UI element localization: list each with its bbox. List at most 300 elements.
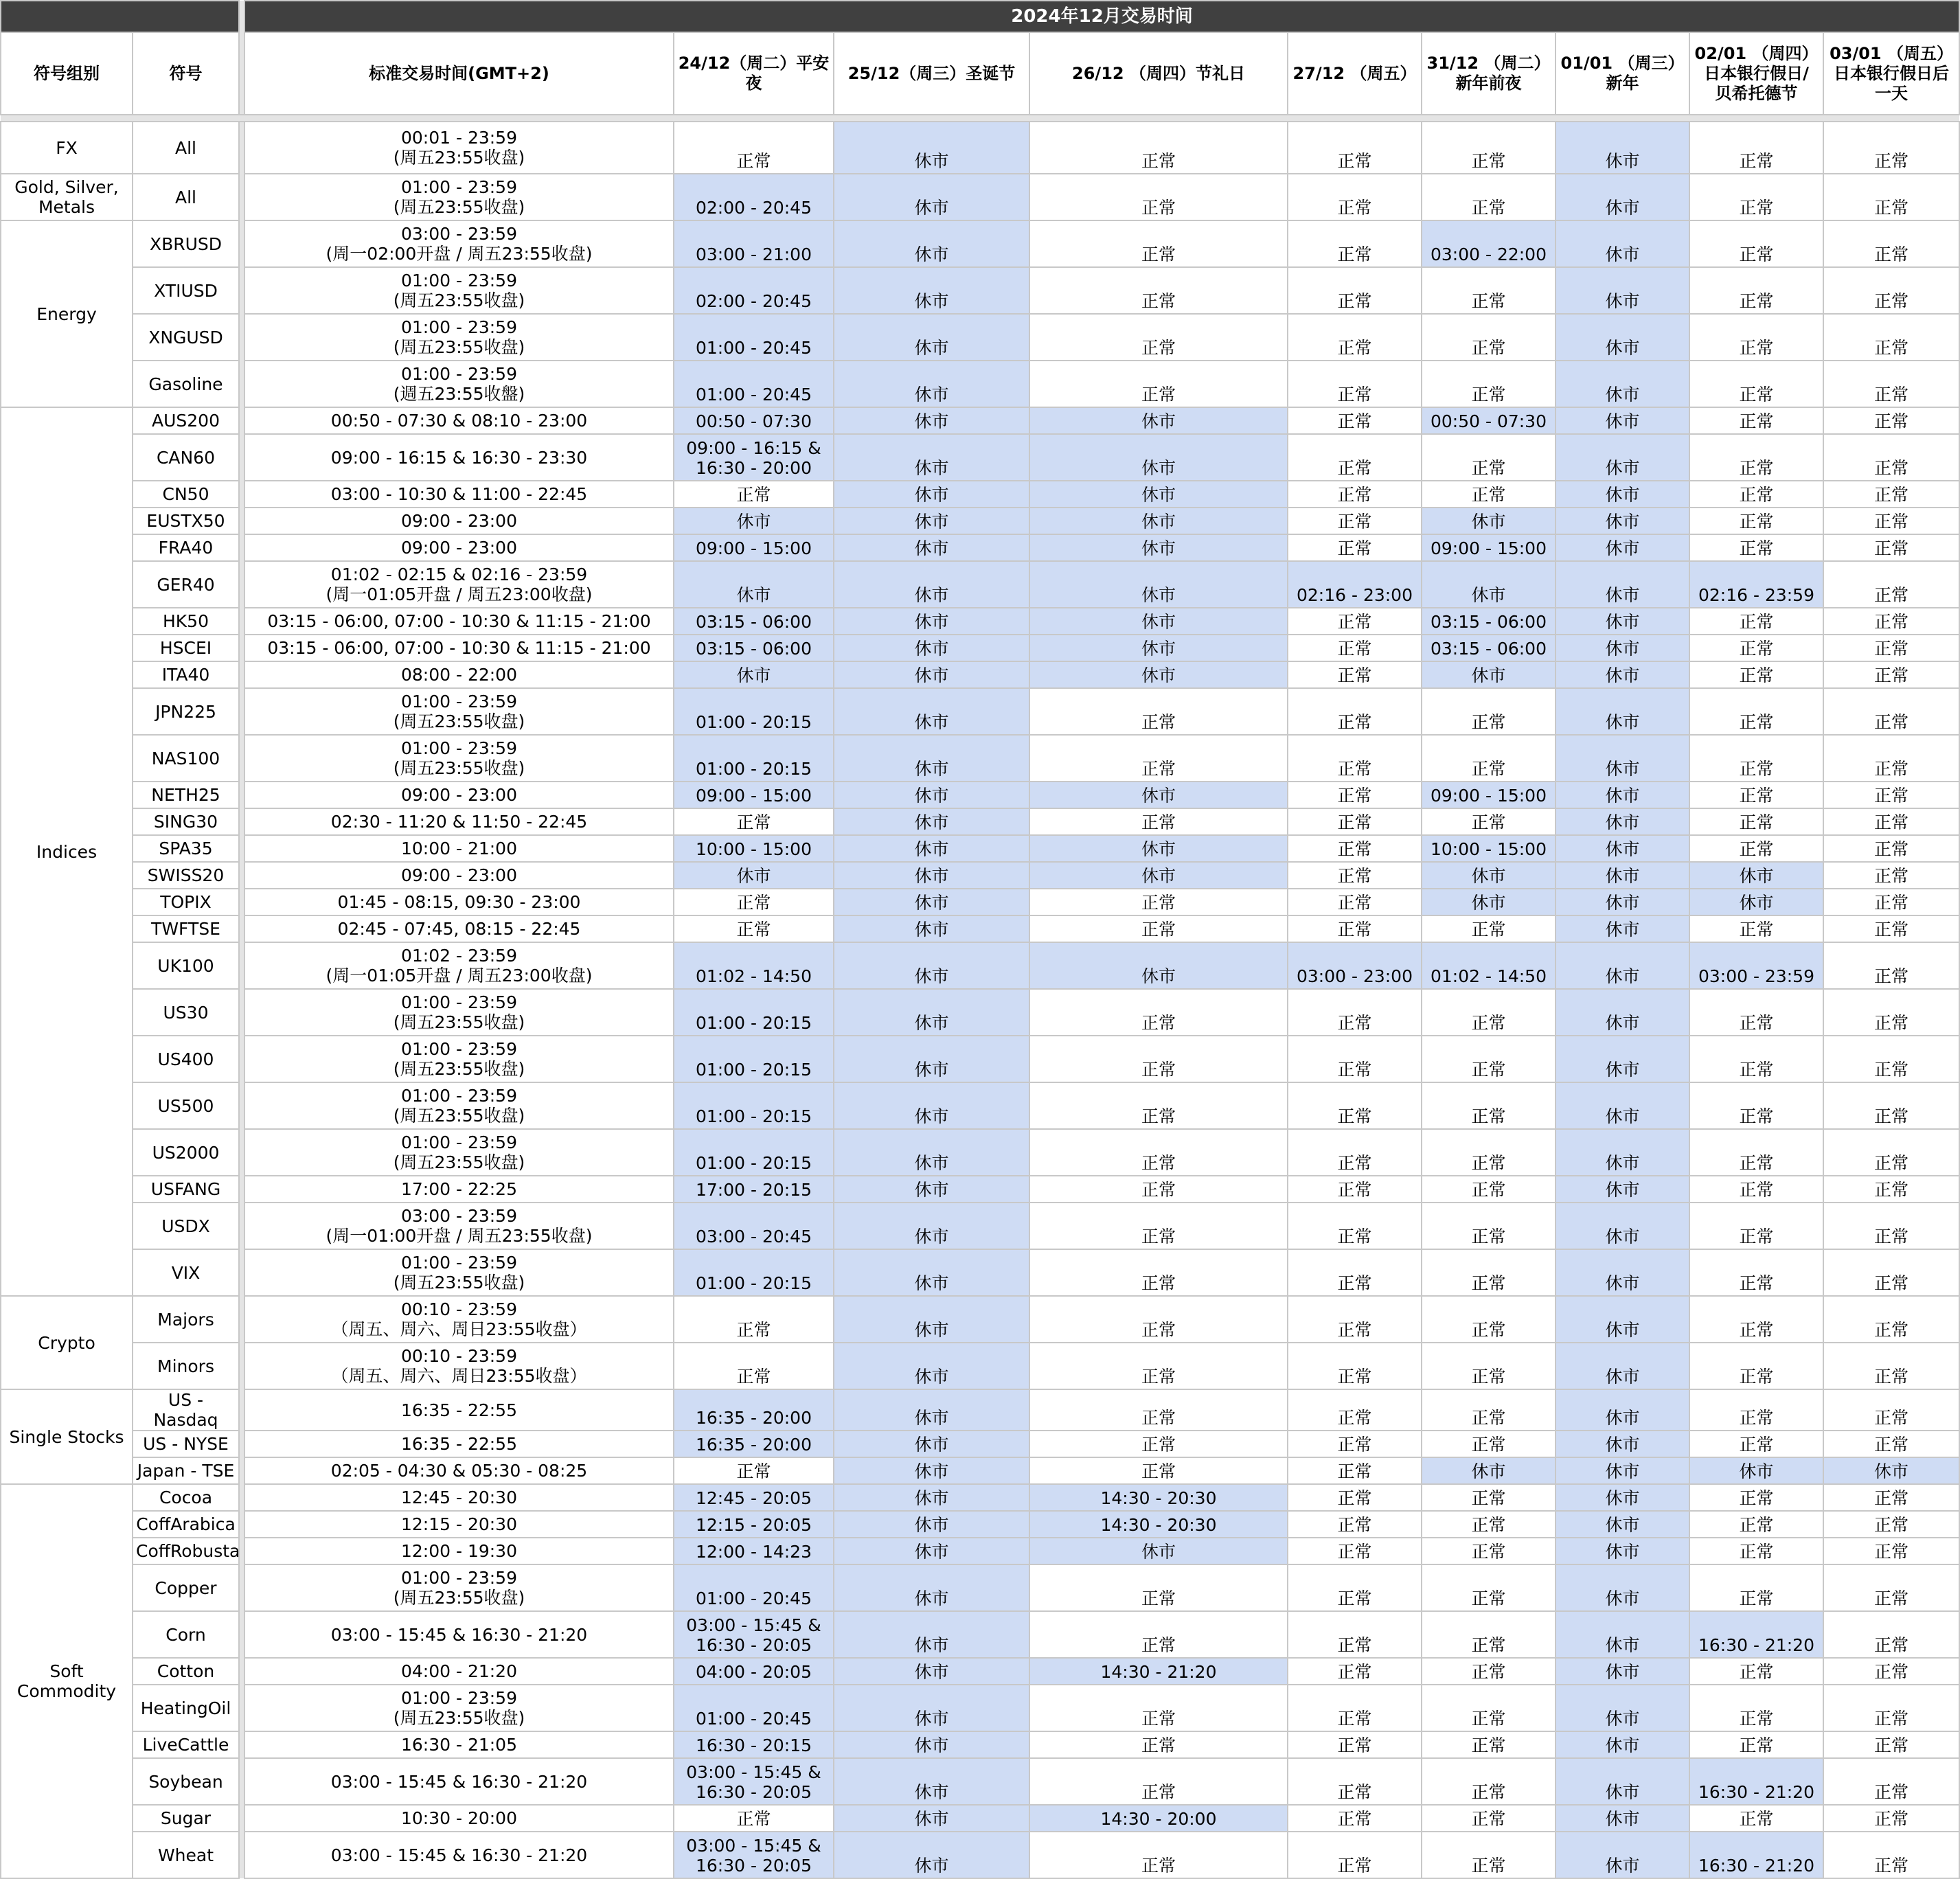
session-cell: 休市 xyxy=(1556,561,1689,608)
session-cell: 休市 xyxy=(1029,1538,1288,1564)
session-cell: 正常 xyxy=(1823,267,1959,314)
session-cell: 休市 xyxy=(1556,915,1689,942)
session-cell: 正常 xyxy=(1422,361,1556,407)
session-cell: 休市 xyxy=(1556,635,1689,661)
column-gap xyxy=(239,1832,244,1878)
session-cell: 正常 xyxy=(1823,1832,1959,1878)
session-cell: 正常 xyxy=(1422,915,1556,942)
session-cell: 03:00 - 23:00 xyxy=(1288,942,1422,989)
session-cell: 正常 xyxy=(1823,1564,1959,1611)
session-cell: 休市 xyxy=(1556,1758,1689,1805)
session-cell: 休市 xyxy=(1556,835,1689,862)
session-cell: 正常 xyxy=(1823,220,1959,267)
session-cell: 正常 xyxy=(1288,1036,1422,1082)
session-cell: 正常 xyxy=(1288,1176,1422,1203)
session-cell: 正常 xyxy=(1689,1176,1823,1203)
session-cell: 正常 xyxy=(1029,1758,1288,1805)
session-cell: 休市 xyxy=(1556,989,1689,1036)
session-cell: 正常 xyxy=(1029,889,1288,915)
table-row xyxy=(1,688,1959,735)
session-cell: 正常 xyxy=(1288,808,1422,835)
session-cell: 休市 xyxy=(1556,942,1689,989)
session-cell: 正常 xyxy=(1823,1389,1959,1431)
session-cell: 正常 xyxy=(1422,1564,1556,1611)
column-gap xyxy=(239,220,244,267)
table-row xyxy=(1,1758,1959,1805)
table-row xyxy=(1,1389,1959,1431)
standard-hours-cell: 01:02 - 02:15 & 02:16 - 23:59 (周一01:05开盘 / 周五23:00收盘) xyxy=(244,561,674,608)
session-cell: 正常 xyxy=(1823,989,1959,1036)
session-cell: 休市 xyxy=(1556,534,1689,561)
symbol-cell: NETH25 xyxy=(133,782,239,808)
column-gap xyxy=(239,635,244,661)
session-cell: 休市 xyxy=(834,1431,1029,1457)
session-cell: 正常 xyxy=(1823,915,1959,942)
session-cell: 正常 xyxy=(1823,481,1959,508)
session-cell: 正常 xyxy=(1288,989,1422,1036)
table-row xyxy=(1,508,1959,534)
session-cell: 正常 xyxy=(1288,1484,1422,1511)
session-cell: 09:00 - 15:00 xyxy=(674,534,834,561)
session-cell: 01:00 - 20:15 xyxy=(674,989,834,1036)
session-cell: 02:16 - 23:00 xyxy=(1288,561,1422,608)
table-row xyxy=(1,889,1959,915)
session-cell: 01:02 - 14:50 xyxy=(674,942,834,989)
session-cell: 休市 xyxy=(834,688,1029,735)
session-cell: 休市 xyxy=(834,361,1029,407)
column-gap xyxy=(239,1564,244,1611)
session-cell: 休市 xyxy=(1556,1343,1689,1389)
table-row xyxy=(1,915,1959,942)
standard-hours-cell: 16:35 - 22:55 xyxy=(244,1389,674,1431)
session-cell: 12:45 - 20:05 xyxy=(674,1484,834,1511)
session-cell: 休市 xyxy=(1556,688,1689,735)
session-cell: 休市 xyxy=(1029,608,1288,635)
session-cell: 休市 xyxy=(834,808,1029,835)
table-row xyxy=(1,1731,1959,1758)
session-cell: 休市 xyxy=(834,508,1029,534)
column-gap xyxy=(239,1389,244,1431)
session-cell: 03:15 - 06:00 xyxy=(1422,608,1556,635)
session-cell: 正常 xyxy=(1689,407,1823,434)
session-cell: 正常 xyxy=(1823,1658,1959,1685)
column-gap xyxy=(239,862,244,889)
session-cell: 休市 xyxy=(1556,782,1689,808)
session-cell: 正常 xyxy=(674,1457,834,1484)
symbol-cell: Minors xyxy=(133,1343,239,1389)
session-cell: 正常 xyxy=(1823,608,1959,635)
session-cell: 正常 xyxy=(1823,1805,1959,1832)
header-symbol: 符号 xyxy=(133,32,239,115)
session-cell: 正常 xyxy=(1029,1389,1288,1431)
table-row xyxy=(1,1805,1959,1832)
session-cell: 正常 xyxy=(1823,835,1959,862)
session-cell: 正常 xyxy=(1422,1658,1556,1685)
session-cell: 休市 xyxy=(1556,1129,1689,1176)
symbol-cell: Soybean xyxy=(133,1758,239,1805)
symbol-cell: US2000 xyxy=(133,1129,239,1176)
session-cell: 休市 xyxy=(1556,1511,1689,1538)
session-cell: 正常 xyxy=(674,122,834,174)
session-cell: 正常 xyxy=(1823,661,1959,688)
session-cell: 正常 xyxy=(1422,1484,1556,1511)
table-row xyxy=(1,735,1959,782)
session-cell: 休市 xyxy=(834,174,1029,220)
session-cell: 正常 xyxy=(1689,361,1823,407)
session-cell: 01:00 - 20:15 xyxy=(674,1249,834,1296)
session-cell: 休市 xyxy=(1422,561,1556,608)
session-cell: 正常 xyxy=(1823,1511,1959,1538)
standard-hours-cell: 00:50 - 07:30 & 08:10 - 23:00 xyxy=(244,407,674,434)
session-cell: 休市 xyxy=(834,1343,1029,1389)
session-cell: 休市 xyxy=(834,314,1029,361)
session-cell: 休市 xyxy=(1029,534,1288,561)
session-cell: 正常 xyxy=(1422,1296,1556,1343)
column-gap xyxy=(239,1805,244,1832)
standard-hours-cell: 16:30 - 21:05 xyxy=(244,1731,674,1758)
session-cell: 休市 xyxy=(834,608,1029,635)
symbol-cell: CN50 xyxy=(133,481,239,508)
table-row xyxy=(1,1296,1959,1343)
standard-hours-cell: 00:10 - 23:59 （周五、周六、周日23:55收盘） xyxy=(244,1343,674,1389)
session-cell: 正常 xyxy=(1029,1343,1288,1389)
session-cell: 正常 xyxy=(1029,1564,1288,1611)
session-cell: 03:00 - 23:59 xyxy=(1689,942,1823,989)
symbol-cell: LiveCattle xyxy=(133,1731,239,1758)
column-gap xyxy=(239,1129,244,1176)
session-cell: 14:30 - 20:30 xyxy=(1029,1511,1288,1538)
session-cell: 正常 xyxy=(1029,1731,1288,1758)
session-cell: 休市 xyxy=(674,661,834,688)
session-cell: 正常 xyxy=(1029,1129,1288,1176)
symbol-cell: Japan - TSE xyxy=(133,1457,239,1484)
symbol-cell: FRA40 xyxy=(133,534,239,561)
symbol-cell: TOPIX xyxy=(133,889,239,915)
session-cell: 正常 xyxy=(1288,1832,1422,1878)
header-row xyxy=(1,32,1959,115)
session-cell: 正常 xyxy=(1288,1343,1422,1389)
session-cell: 01:00 - 20:45 xyxy=(674,361,834,407)
session-cell: 休市 xyxy=(1029,407,1288,434)
table-row xyxy=(1,782,1959,808)
session-cell: 正常 xyxy=(1288,635,1422,661)
session-cell: 正常 xyxy=(1823,1758,1959,1805)
header-standard-hours: 标准交易时间(GMT+2) xyxy=(244,32,674,115)
table-row xyxy=(1,174,1959,220)
session-cell: 正常 xyxy=(1029,688,1288,735)
session-cell: 正常 xyxy=(1823,1129,1959,1176)
column-gap xyxy=(239,1082,244,1129)
standard-hours-cell: 03:00 - 10:30 & 11:00 - 22:45 xyxy=(244,481,674,508)
symbol-cell: NAS100 xyxy=(133,735,239,782)
session-cell: 正常 xyxy=(1689,1203,1823,1249)
session-cell: 正常 xyxy=(1689,1343,1823,1389)
symbol-cell: US30 xyxy=(133,989,239,1036)
session-cell: 正常 xyxy=(1422,1203,1556,1249)
session-cell: 休市 xyxy=(1556,434,1689,481)
group-cell: Gold, Silver, Metals xyxy=(1,174,133,220)
table-row xyxy=(1,635,1959,661)
session-cell: 正常 xyxy=(1689,782,1823,808)
session-cell: 休市 xyxy=(674,508,834,534)
table-row xyxy=(1,1457,1959,1484)
session-cell: 正常 xyxy=(1823,1203,1959,1249)
session-cell: 休市 xyxy=(1029,508,1288,534)
standard-hours-cell: 03:00 - 15:45 & 16:30 - 21:20 xyxy=(244,1611,674,1658)
session-cell: 正常 xyxy=(1689,220,1823,267)
table-row xyxy=(1,1203,1959,1249)
session-cell: 正常 xyxy=(1689,688,1823,735)
group-cell: Soft Commodity xyxy=(1,1484,133,1878)
session-cell: 休市 xyxy=(1556,1484,1689,1511)
session-cell: 休市 xyxy=(1422,661,1556,688)
table-row xyxy=(1,1611,1959,1658)
session-cell: 正常 xyxy=(1288,534,1422,561)
symbol-cell: XNGUSD xyxy=(133,314,239,361)
session-cell: 正常 xyxy=(1823,889,1959,915)
session-cell: 正常 xyxy=(1288,782,1422,808)
column-gap xyxy=(239,1296,244,1343)
session-cell: 正常 xyxy=(1689,1082,1823,1129)
session-cell: 正常 xyxy=(1288,481,1422,508)
table-row xyxy=(1,1129,1959,1176)
session-cell: 14:30 - 20:30 xyxy=(1029,1484,1288,1511)
session-cell: 正常 xyxy=(1689,635,1823,661)
session-cell: 正常 xyxy=(1422,122,1556,174)
column-gap xyxy=(239,1484,244,1511)
session-cell: 01:00 - 20:15 xyxy=(674,1129,834,1176)
session-cell: 正常 xyxy=(1029,1036,1288,1082)
session-cell: 正常 xyxy=(1823,1082,1959,1129)
session-cell: 正常 xyxy=(1422,434,1556,481)
column-gap xyxy=(239,1658,244,1685)
session-cell: 正常 xyxy=(674,808,834,835)
session-cell: 休市 xyxy=(834,1082,1029,1129)
session-cell: 正常 xyxy=(1689,481,1823,508)
session-cell: 正常 xyxy=(1422,1129,1556,1176)
group-cell: Energy xyxy=(1,220,133,407)
session-cell: 正常 xyxy=(1029,122,1288,174)
session-cell: 正常 xyxy=(1288,1731,1422,1758)
session-cell: 01:00 - 20:45 xyxy=(674,1685,834,1731)
standard-hours-cell: 17:00 - 22:25 xyxy=(244,1176,674,1203)
standard-hours-cell: 01:00 - 23:59 (周五23:55收盘) xyxy=(244,735,674,782)
session-cell: 01:00 - 20:45 xyxy=(674,1564,834,1611)
session-cell: 休市 xyxy=(1556,1249,1689,1296)
standard-hours-cell: 01:00 - 23:59 (周五23:55收盘) xyxy=(244,1564,674,1611)
session-cell: 休市 xyxy=(834,122,1029,174)
session-cell: 休市 xyxy=(1029,782,1288,808)
column-gap xyxy=(239,32,244,115)
session-cell: 正常 xyxy=(1689,661,1823,688)
session-cell: 正常 xyxy=(1288,1431,1422,1457)
session-cell: 02:16 - 23:59 xyxy=(1689,561,1823,608)
session-cell: 正常 xyxy=(1029,1611,1288,1658)
session-cell: 正常 xyxy=(1288,1685,1422,1731)
table-row xyxy=(1,1685,1959,1731)
session-cell: 休市 xyxy=(1029,835,1288,862)
standard-hours-cell: 09:00 - 16:15 & 16:30 - 23:30 xyxy=(244,434,674,481)
column-gap xyxy=(239,808,244,835)
session-cell: 正常 xyxy=(1689,1731,1823,1758)
session-cell: 03:15 - 06:00 xyxy=(674,635,834,661)
session-cell: 休市 xyxy=(1556,407,1689,434)
session-cell: 正常 xyxy=(674,1343,834,1389)
session-cell: 01:00 - 20:15 xyxy=(674,1082,834,1129)
session-cell: 休市 xyxy=(834,1805,1029,1832)
session-cell: 正常 xyxy=(1823,1538,1959,1564)
column-gap xyxy=(239,561,244,608)
symbol-cell: HeatingOil xyxy=(133,1685,239,1731)
session-cell: 03:15 - 06:00 xyxy=(1422,635,1556,661)
column-gap xyxy=(239,688,244,735)
table-row xyxy=(1,1036,1959,1082)
session-cell: 正常 xyxy=(1823,1249,1959,1296)
session-cell: 休市 xyxy=(1556,1658,1689,1685)
session-cell: 正常 xyxy=(1689,1805,1823,1832)
session-cell: 正常 xyxy=(1288,314,1422,361)
session-cell: 正常 xyxy=(1029,915,1288,942)
session-cell: 休市 xyxy=(834,1176,1029,1203)
session-cell: 正常 xyxy=(1823,1431,1959,1457)
session-cell: 休市 xyxy=(1556,220,1689,267)
session-cell: 休市 xyxy=(834,1564,1029,1611)
standard-hours-cell: 09:00 - 23:00 xyxy=(244,508,674,534)
session-cell: 正常 xyxy=(1823,1036,1959,1082)
session-cell: 正常 xyxy=(1422,808,1556,835)
header-date: 26/12 （周四）节礼日 xyxy=(1029,32,1288,115)
table-row xyxy=(1,608,1959,635)
session-cell: 正常 xyxy=(1823,174,1959,220)
session-cell: 正常 xyxy=(1823,122,1959,174)
column-gap xyxy=(239,1176,244,1203)
session-cell: 01:00 - 20:45 xyxy=(674,314,834,361)
session-cell: 休市 xyxy=(1029,862,1288,889)
session-cell: 正常 xyxy=(1689,808,1823,835)
symbol-cell: Sugar xyxy=(133,1805,239,1832)
standard-hours-cell: 08:00 - 22:00 xyxy=(244,661,674,688)
column-gap xyxy=(239,1,244,32)
session-cell: 16:30 - 20:15 xyxy=(674,1731,834,1758)
session-cell: 休市 xyxy=(834,1832,1029,1878)
header-date: 31/12 （周二） 新年前夜 xyxy=(1422,32,1556,115)
session-cell: 03:00 - 22:00 xyxy=(1422,220,1556,267)
session-cell: 正常 xyxy=(1288,1249,1422,1296)
session-cell: 休市 xyxy=(834,1611,1029,1658)
session-cell: 休市 xyxy=(1556,267,1689,314)
table-row xyxy=(1,862,1959,889)
standard-hours-cell: 01:00 - 23:59 (周五23:55收盘) xyxy=(244,1082,674,1129)
standard-hours-cell: 02:05 - 04:30 & 05:30 - 08:25 xyxy=(244,1457,674,1484)
session-cell: 02:00 - 20:45 xyxy=(674,174,834,220)
session-cell: 正常 xyxy=(1689,314,1823,361)
session-cell: 正常 xyxy=(1823,1685,1959,1731)
session-cell: 正常 xyxy=(1288,915,1422,942)
session-cell: 休市 xyxy=(1422,1457,1556,1484)
table-row xyxy=(1,561,1959,608)
symbol-cell: HK50 xyxy=(133,608,239,635)
session-cell: 休市 xyxy=(1556,661,1689,688)
session-cell: 休市 xyxy=(1556,1564,1689,1611)
session-cell: 16:30 - 21:20 xyxy=(1689,1758,1823,1805)
session-cell: 休市 xyxy=(834,889,1029,915)
header-date: 25/12（周三）圣诞节 xyxy=(834,32,1029,115)
session-cell: 正常 xyxy=(1288,267,1422,314)
symbol-cell: JPN225 xyxy=(133,688,239,735)
session-cell: 正常 xyxy=(1689,1036,1823,1082)
session-cell: 休市 xyxy=(1689,889,1823,915)
standard-hours-cell: 01:00 - 23:59 (周五23:55收盘) xyxy=(244,1249,674,1296)
column-gap xyxy=(239,434,244,481)
symbol-cell: SING30 xyxy=(133,808,239,835)
standard-hours-cell: 01:00 - 23:59 (周五23:55收盘) xyxy=(244,1036,674,1082)
symbol-cell: ITA40 xyxy=(133,661,239,688)
session-cell: 正常 xyxy=(1029,267,1288,314)
session-cell: 正常 xyxy=(1288,835,1422,862)
symbol-cell: TWFTSE xyxy=(133,915,239,942)
session-cell: 正常 xyxy=(1288,1296,1422,1343)
session-cell: 正常 xyxy=(1029,361,1288,407)
session-cell: 正常 xyxy=(1288,508,1422,534)
column-gap xyxy=(239,735,244,782)
session-cell: 正常 xyxy=(1029,735,1288,782)
session-cell: 正常 xyxy=(1288,1564,1422,1611)
session-cell: 休市 xyxy=(1556,1036,1689,1082)
column-gap xyxy=(239,508,244,534)
session-cell: 正常 xyxy=(1823,407,1959,434)
symbol-cell: VIX xyxy=(133,1249,239,1296)
symbol-cell: USFANG xyxy=(133,1176,239,1203)
symbol-cell: US500 xyxy=(133,1082,239,1129)
session-cell: 正常 xyxy=(1422,735,1556,782)
session-cell: 休市 xyxy=(1556,1805,1689,1832)
session-cell: 休市 xyxy=(834,635,1029,661)
session-cell: 休市 xyxy=(1556,1832,1689,1878)
session-cell: 正常 xyxy=(1689,989,1823,1036)
session-cell: 正常 xyxy=(1689,267,1823,314)
session-cell: 12:15 - 20:05 xyxy=(674,1511,834,1538)
table-row xyxy=(1,534,1959,561)
table-row xyxy=(1,314,1959,361)
session-cell: 正常 xyxy=(1689,1685,1823,1731)
group-cell: Crypto xyxy=(1,1296,133,1389)
symbol-cell: Gasoline xyxy=(133,361,239,407)
standard-hours-cell: 10:30 - 20:00 xyxy=(244,1805,674,1832)
session-cell: 09:00 - 15:00 xyxy=(1422,534,1556,561)
symbol-cell: XBRUSD xyxy=(133,220,239,267)
session-cell: 正常 xyxy=(1422,688,1556,735)
session-cell: 正常 xyxy=(1288,174,1422,220)
table-row xyxy=(1,407,1959,434)
standard-hours-cell: 12:45 - 20:30 xyxy=(244,1484,674,1511)
session-cell: 正常 xyxy=(1689,915,1823,942)
session-cell: 03:00 - 21:00 xyxy=(674,220,834,267)
header-date: 02/01 （周四） 日本银行假日/ 贝希托德节 xyxy=(1689,32,1823,115)
standard-hours-cell: 00:01 - 23:59 (周五23:55收盘) xyxy=(244,122,674,174)
column-gap xyxy=(239,267,244,314)
session-cell: 正常 xyxy=(1422,1685,1556,1731)
session-cell: 09:00 - 15:00 xyxy=(1422,782,1556,808)
column-gap xyxy=(239,942,244,989)
session-cell: 正常 xyxy=(1689,122,1823,174)
session-cell: 休市 xyxy=(1556,1082,1689,1129)
standard-hours-cell: 01:45 - 08:15, 09:30 - 23:00 xyxy=(244,889,674,915)
session-cell: 休市 xyxy=(834,434,1029,481)
session-cell: 16:30 - 21:20 xyxy=(1689,1832,1823,1878)
session-cell: 休市 xyxy=(1823,1457,1959,1484)
session-cell: 14:30 - 20:00 xyxy=(1029,1805,1288,1832)
session-cell: 休市 xyxy=(1556,1176,1689,1203)
